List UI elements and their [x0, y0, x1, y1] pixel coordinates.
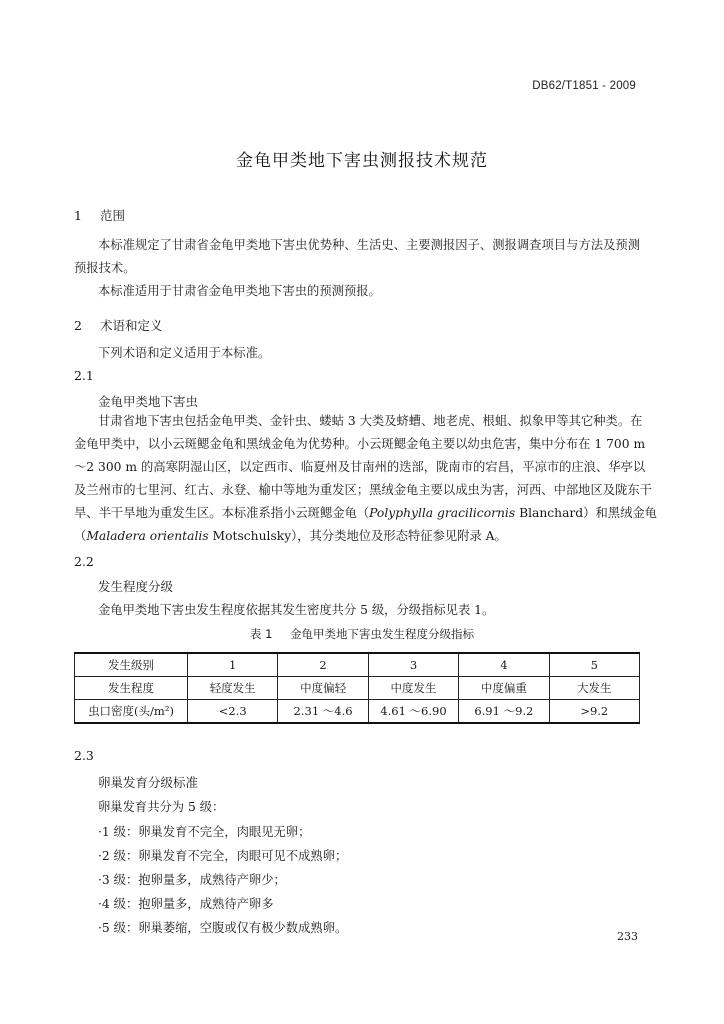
term-2-3-intro: 卵巢发育共分为 5 级：	[98, 800, 225, 814]
list-item: ·5 级：卵巢萎缩，空腹或仅有极少数成熟卵。	[98, 921, 348, 935]
section-title: 术语和定义	[99, 318, 163, 333]
table-cell: 中度偏重	[459, 677, 549, 700]
table-row	[75, 700, 640, 724]
table-cell: 5	[549, 653, 639, 677]
section-1-paragraph-2: 本标准适用于甘肃省金龟甲类地下害虫的预测预报。	[98, 284, 381, 298]
standard-code: DB62/T1851 - 2009	[532, 80, 636, 92]
line-text: Blanchard）和黑绒金龟	[515, 506, 657, 520]
table-cell: 1	[188, 653, 278, 677]
term-2-3: 卵巢发育分级标准	[98, 775, 199, 790]
table-cell: 2	[278, 653, 368, 677]
section-2-intro: 下列术语和定义适用于本标准。	[98, 346, 271, 360]
list-item: ·1 级：卵巢发育不完全，肉眼见无卵；	[98, 825, 311, 839]
term-2-1-line-5	[74, 503, 657, 521]
subsection-2-2-number: 2.2	[74, 554, 94, 569]
section-1-paragraph-1: 本标准规定了甘肃省金龟甲类地下害虫优势种、生活史、主要测报因子、测报调查项目与方法及预测预报技术。	[74, 238, 640, 275]
table-cell: 中度发生	[368, 677, 458, 700]
table-row-header: 发生级别	[75, 653, 188, 677]
line-text: （	[74, 529, 87, 543]
species-name: Maladera orientalis	[86, 529, 209, 543]
section-1-heading	[74, 206, 125, 224]
table-cell: <2.3	[188, 700, 278, 724]
document-title: 金龟甲类地下害虫测报技术规范	[236, 151, 488, 171]
term-2-1: 金龟甲类地下害虫	[98, 394, 199, 409]
term-2-1-line-4: 及兰州市的七里河、红古、永登、榆中等地为重发区；黑绒金龟主要以成虫为害，河西、中部地区及陇东干	[74, 483, 652, 497]
species-name: Polyphylla gracilicornis	[369, 506, 516, 520]
grade-table	[74, 652, 640, 724]
table-cell: 大发生	[549, 677, 639, 700]
table-number: 表 1	[249, 627, 273, 641]
section-number: 2	[74, 318, 82, 333]
table-row	[75, 677, 640, 700]
table-cell: 6.91 ～9.2	[459, 700, 549, 724]
subsection-2-1-number: 2.1	[74, 368, 94, 383]
term-2-1-line-2: 金龟甲类中，以小云斑鳃金龟和黑绒金龟为优势种。小云斑鳃金龟主要以幼虫危害，集中分布在 1 700 m	[74, 437, 646, 451]
table-cell: 4	[459, 653, 549, 677]
table-row-header: 虫口密度(头/m²)	[75, 700, 188, 724]
table-cell: 中度偏轻	[278, 677, 368, 700]
term-2-1-line-3: ～2 300 m 的高寒阴湿山区，以定西市、临夏州及甘南州的迭部，陇南市的宕昌，平凉市的庄浪、华亭以	[74, 460, 646, 474]
term-2-2: 发生程度分级	[98, 579, 174, 594]
list-item: ·4 级：抱卵量多，成熟待产卵多	[98, 897, 274, 911]
table-cell: 3	[368, 653, 458, 677]
term-2-2-text: 金龟甲类地下害虫发生程度依据其发生密度共分 5 级，分级指标见表 1。	[98, 603, 495, 617]
table-title: 金龟甲类地下害虫发生程度分级指标	[290, 627, 475, 641]
section-2-heading	[74, 316, 163, 334]
line-text: 旱、半干旱地为重发生区。本标准系指小云斑鳃金龟（	[74, 506, 370, 520]
section-title: 范围	[99, 208, 125, 223]
table-cell: >9.2	[549, 700, 639, 724]
table-cell: 4.61 ～6.90	[368, 700, 458, 724]
section-number: 1	[74, 208, 82, 223]
list-item: ·2 级：卵巢发育不完全，肉眼可见不成熟卵；	[98, 849, 348, 863]
subsection-2-3-number: 2.3	[74, 748, 94, 763]
table-cell: 2.31 ～4.6	[278, 700, 368, 724]
line-text: Motschulsky），其分类地位及形态特征参见附录 A。	[208, 529, 507, 543]
list-item: ·3 级：抱卵量多，成熟待产卵少；	[98, 873, 286, 887]
page-number: 233	[617, 930, 638, 943]
term-2-1-line-6	[74, 526, 507, 544]
table-row-header: 发生程度	[75, 677, 188, 700]
table-cell: 轻度发生	[188, 677, 278, 700]
table-row	[75, 653, 640, 677]
term-2-1-line-1: 甘肃省地下害虫包括金龟甲类、金针虫、蝼蛄 3 大类及蛴螬、地老虎、根蛆、拟象甲等其它种类。在	[98, 414, 643, 428]
table-caption	[0, 626, 724, 642]
